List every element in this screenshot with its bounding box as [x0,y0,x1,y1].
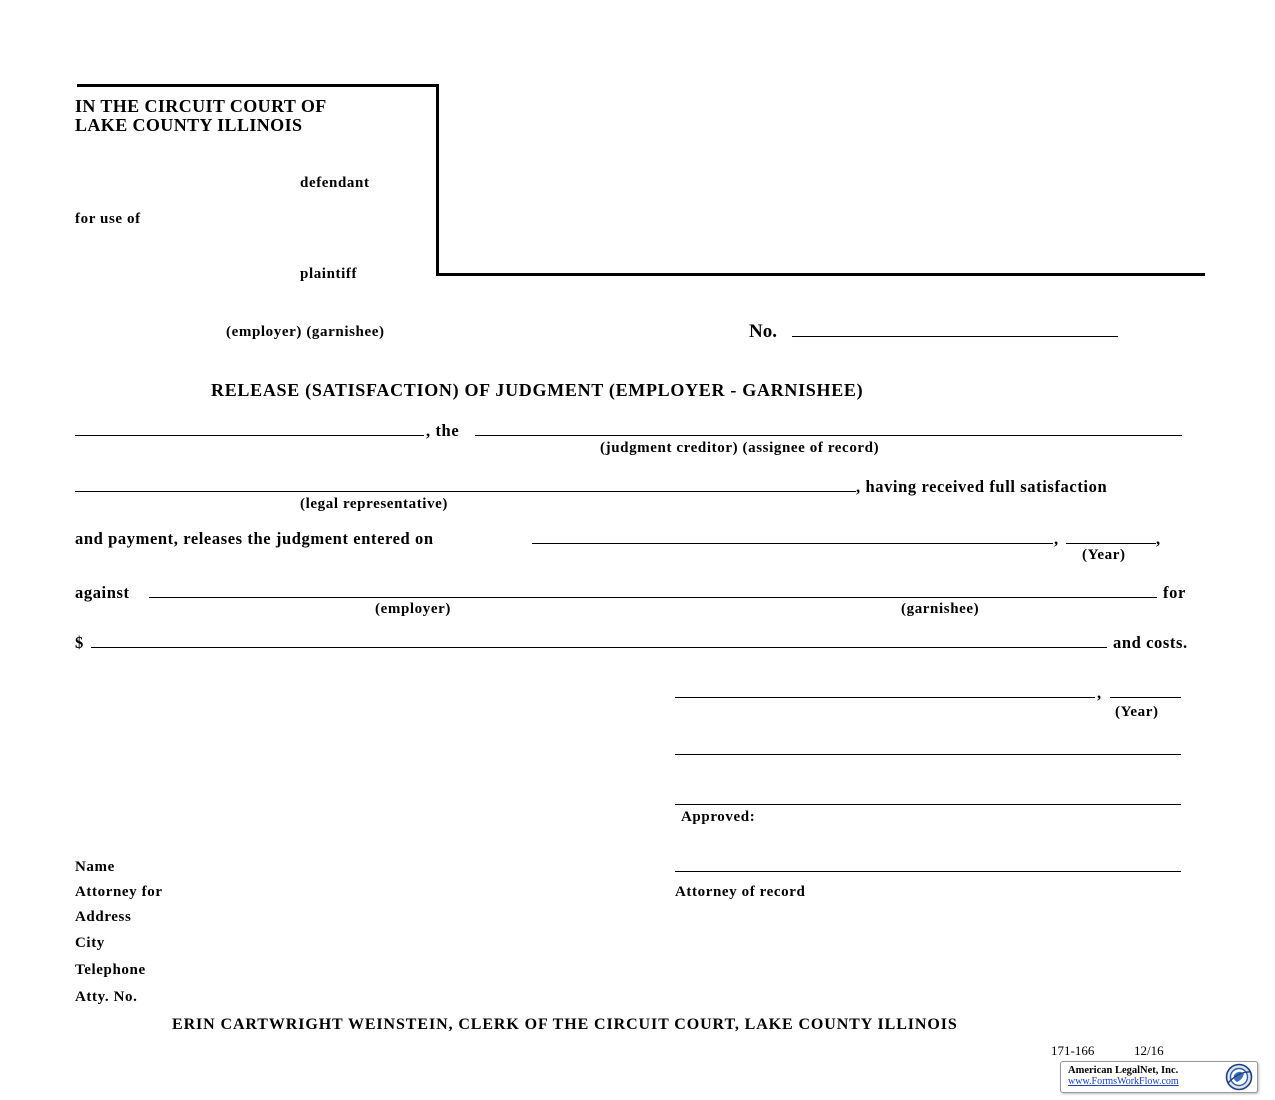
judgment-date-field[interactable] [532,543,1053,544]
case-number-field[interactable] [792,336,1118,337]
attorney-city-label: City [75,935,105,951]
attorney-number-label: Atty. No. [75,989,138,1005]
and-payment-text: and payment, releases the judgment entered on [75,529,434,548]
against-text: against [75,583,130,602]
plaintiff-label: plaintiff [300,266,358,282]
signature-date-field[interactable] [675,697,1095,698]
court-name-line2: LAKE COUNTY ILLINOIS [75,115,303,135]
attorney-for-label: Attorney for [75,884,163,900]
attorney-telephone-label: Telephone [75,962,146,978]
for-use-of-label: for use of [75,211,141,227]
signature-year-field[interactable] [1110,697,1181,698]
against-field[interactable] [149,597,1157,598]
dollar-sign: $ [75,633,84,652]
clerk-footer: ERIN CARTWRIGHT WEINSTEIN, CLERK OF THE CIRCUIT COURT, LAKE COUNTY ILLINOIS [172,1016,958,1033]
having-received-text: , having received full satisfaction [856,477,1108,496]
garnishee-caption: (garnishee) [901,601,980,617]
judgment-creditor-caption: (judgment creditor) (assignee of record) [600,440,880,456]
year-caption: (Year) [1082,547,1126,563]
caption-vertical-rule [436,84,439,276]
signature-line-2[interactable] [675,804,1181,805]
attorney-name-label: Name [75,859,115,875]
court-name-line1: IN THE CIRCUIT COURT OF [75,96,327,116]
for-text: for [1163,583,1186,602]
caption-top-rule [77,84,439,87]
employer-caption: (employer) [375,601,451,617]
signature-line-1[interactable] [675,754,1181,755]
signature-comma: , [1097,683,1102,702]
defendant-label: defendant [300,175,370,191]
approved-label: Approved: [681,809,756,825]
amount-field[interactable] [91,647,1107,648]
form-date: 12/16 [1134,1043,1164,1058]
publisher-badge[interactable] [1060,1061,1258,1093]
the-text: , the [426,421,460,440]
approval-signature-field[interactable] [675,871,1181,872]
and-costs-text: and costs. [1113,633,1188,652]
attorney-of-record-label: Attorney of record [675,884,806,900]
publisher-name: American LegalNet, Inc. [1068,1065,1179,1076]
attorney-address-label: Address [75,909,132,925]
releasor-name-field[interactable] [75,435,424,436]
date-comma: , [1054,529,1059,548]
judgment-year-field[interactable] [1066,543,1156,544]
year-comma: , [1156,529,1161,548]
globe-icon [1225,1063,1253,1091]
case-number-label: No. [749,321,777,342]
legal-representative-field[interactable] [75,491,856,492]
legal-representative-caption: (legal representative) [300,496,449,512]
form-title: RELEASE (SATISFACTION) OF JUDGMENT (EMPLOYER - GARNISHEE) [211,380,864,400]
employer-garnishee-label: (employer) (garnishee) [226,324,385,340]
judgment-creditor-field[interactable] [475,435,1182,436]
publisher-link[interactable]: www.FormsWorkFlow.com [1068,1076,1179,1087]
form-number: 171-166 [1051,1043,1095,1058]
signature-year-caption: (Year) [1115,704,1159,720]
caption-bottom-rule [436,273,1205,276]
